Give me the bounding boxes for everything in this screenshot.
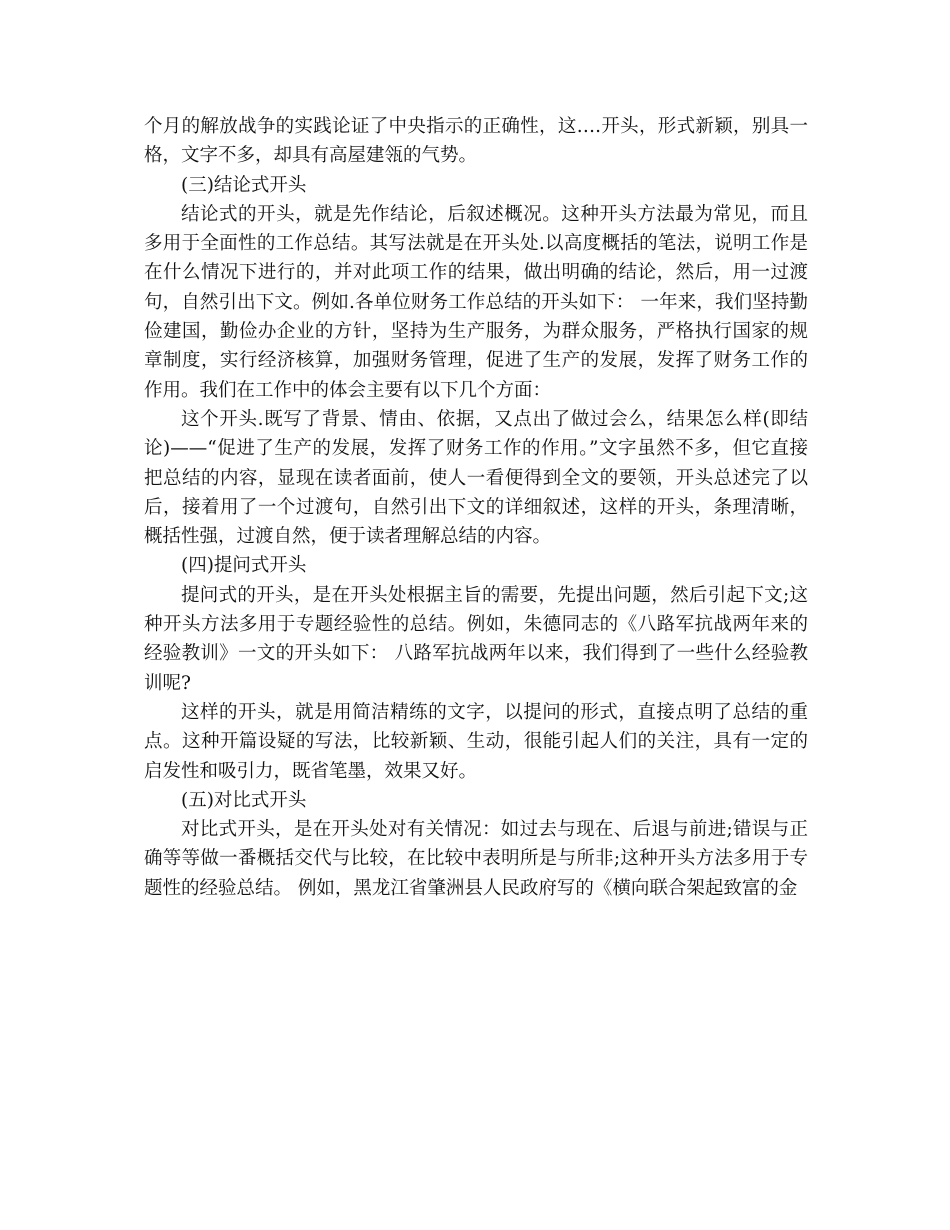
paragraph-body: 提问式的开头，是在开头处根据主旨的需要，先提出问题，然后引起下文;这种开头方法多用于专题经验性的总结。例如，朱德同志的《八路军抗战两年来的经验教训》一文的开头如下： 八路军抗战两年以来，我们得到了一些什么经验教训呢? [144, 584, 808, 694]
section-heading-contrast: (五)对比式开头 [181, 789, 307, 811]
paragraph-body: 这样的开头，就是用简洁精练的文字，以提问的形式，直接点明了总结的重点。这种开篇设疑的写法，比较新颖、生动，很能引起人们的关注，具有一定的启发性和吸引力，既省笔墨，效果又好。 [144, 701, 808, 782]
paragraph-body: 结论式的开头，就是先作结论，后叙述概况。这种开头方法最为常见，而且多用于全面性的工作总结。其写法就是在开头处.以高度概括的笔法，说明工作是在什么情况下进行的，并对此项工作的结果，做出明确的结论，然后，用一过渡句，自然引出下文。例如.各单位财务工作总结的开头如下： 一年来，我们坚持勤俭建国，勤俭办企业的方针，坚持为生产服务，为群众服务，严格执行国家的规章制度，实行经济核算，加强财务管理，促进了生产的发展，发挥了财务工作的作用。我们在工作中的体会主要有以下几个方面： [144, 203, 808, 401]
section-heading-question: (四)提问式开头 [181, 555, 307, 577]
section-heading-conclusion: (三)结论式开头 [181, 174, 307, 196]
paragraph-body: 这个开头.既写了背景、情由、依据，又点出了做过会么，结果怎么样(即结论)——“促进了生产的发展，发挥了财务工作的作用。”文字虽然不多，但它直接把总结的内容，显现在读者面前，使人一看便得到全文的要领，开头总述完了以后，接着用了一个过渡句，自然引出下文的详细叙述，这样的开头，条理清晰，概括性强，过渡自然，便于读者理解总结的内容。 [144, 408, 808, 548]
document-page [144, 112, 808, 903]
paragraph-continued: 个月的解放战争的实践论证了中央指示的正确性，这….开头，形式新颖，别具一格，文字不多，却具有高屋建瓴的气势。 [144, 116, 808, 167]
paragraph-body: 对比式开头，是在开头处对有关情况：如过去与现在、后退与前进;错误与正确等等做一番概括交代与比较，在比较中表明所是与所非;这种开头方法多用于专题性的经验总结。 例如，黑龙江省肇洲县人民政府写的《横向联合架起致富的金 [144, 819, 808, 899]
